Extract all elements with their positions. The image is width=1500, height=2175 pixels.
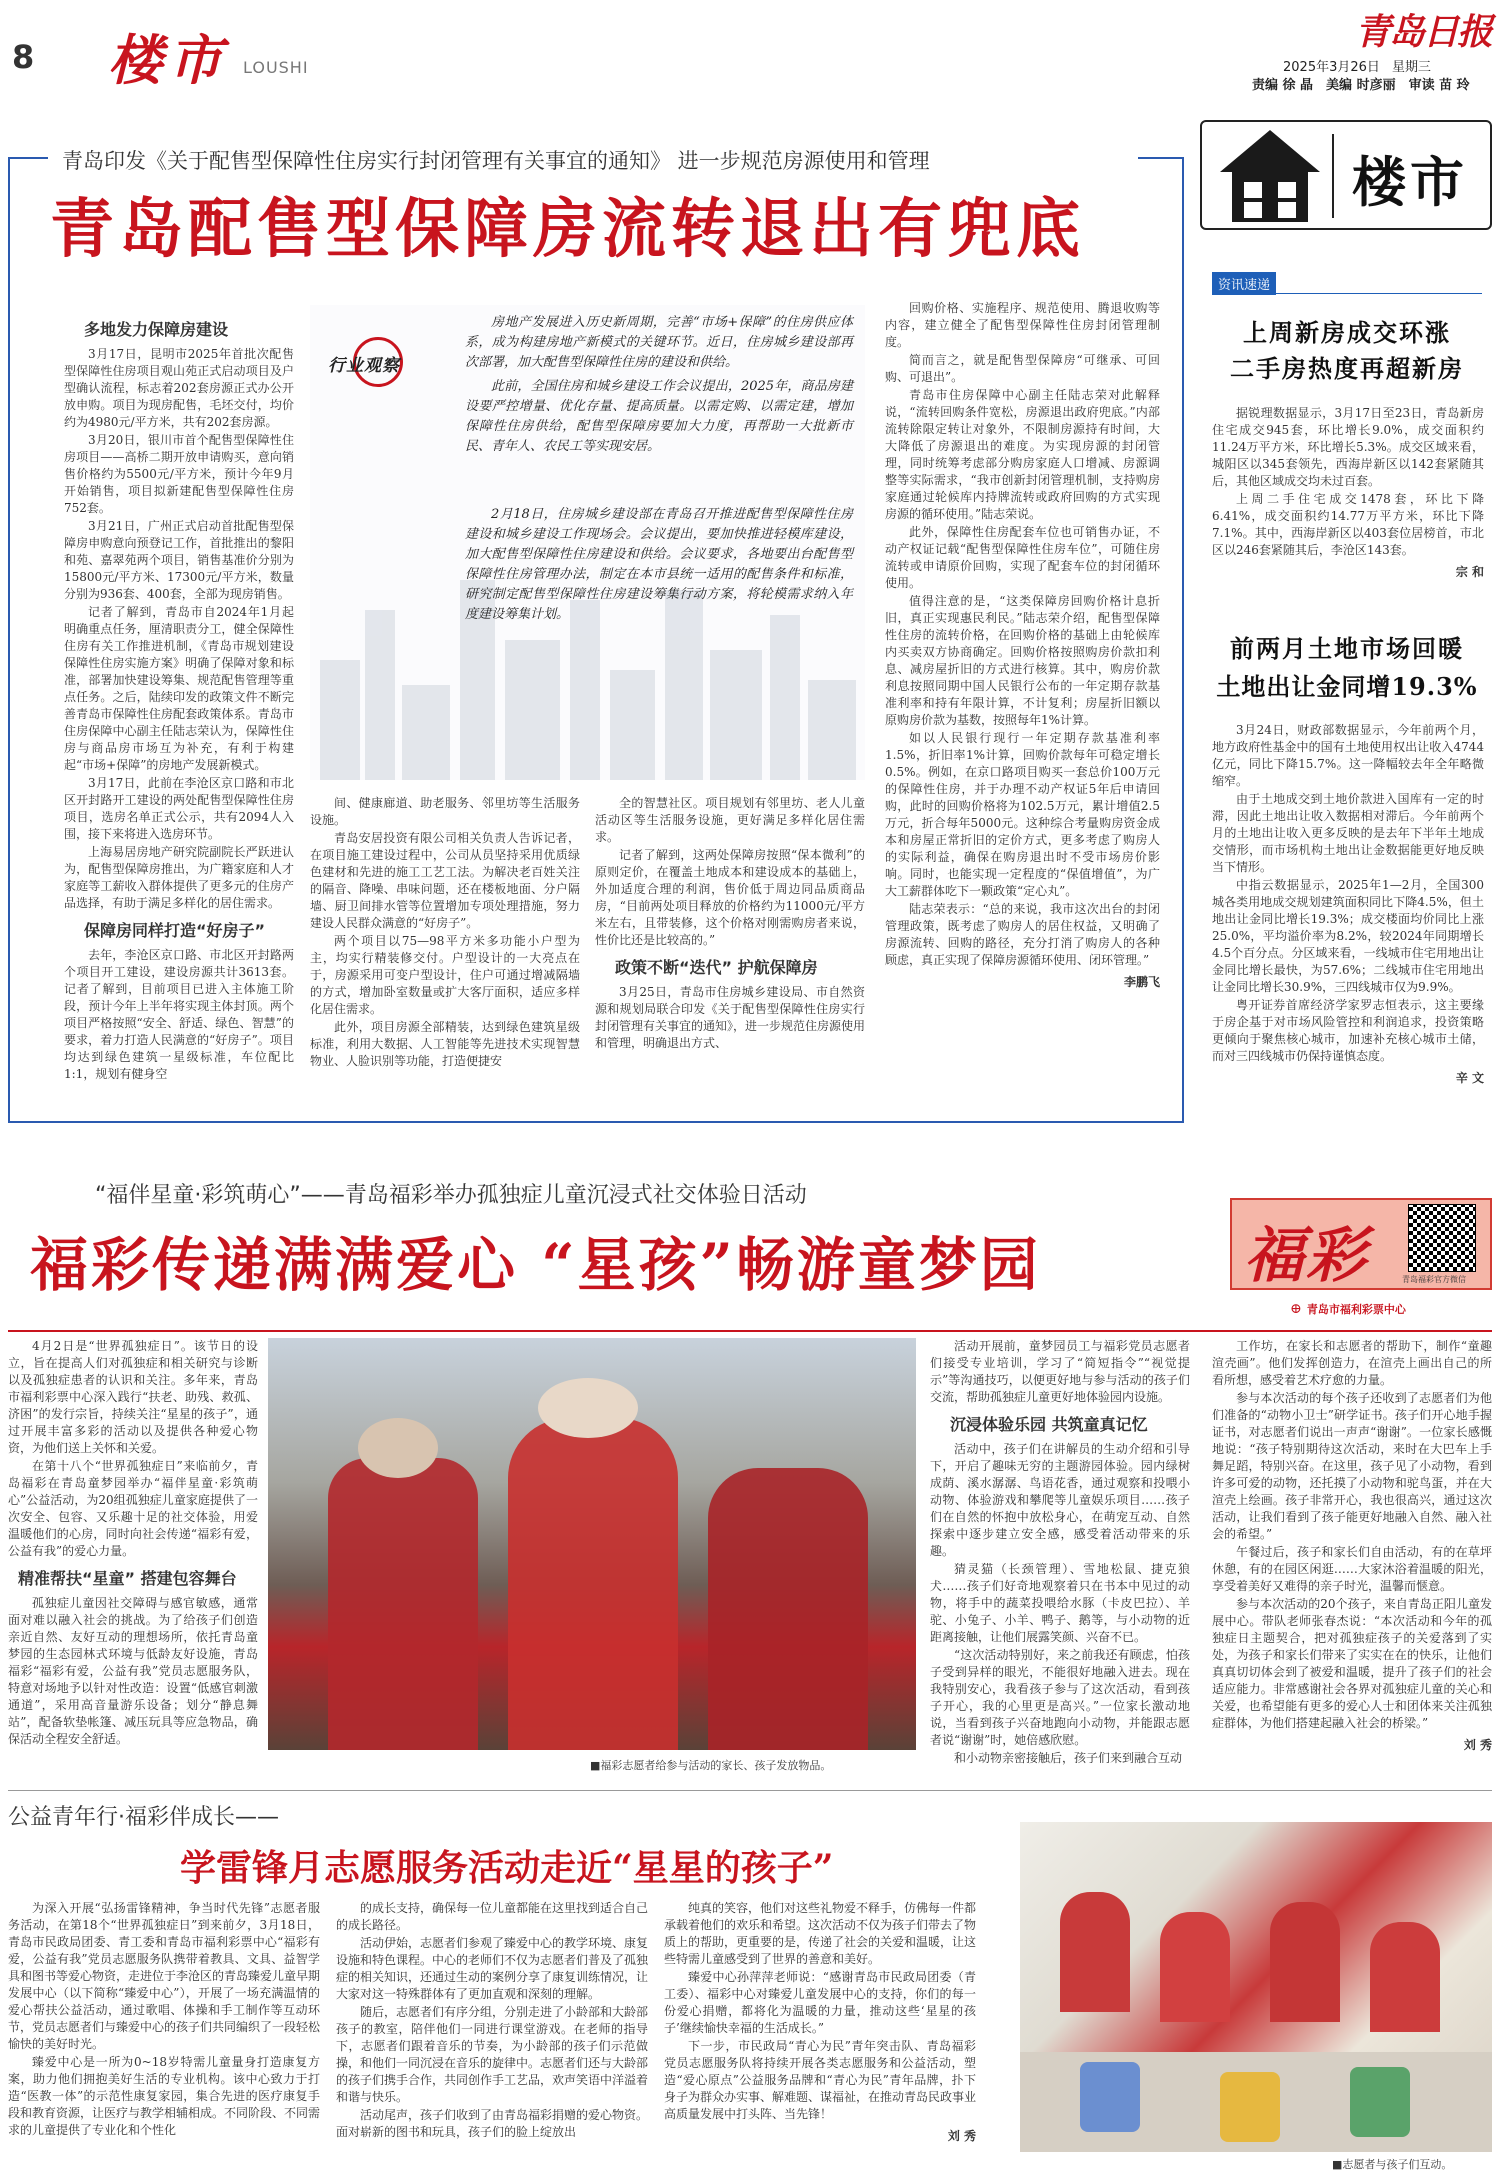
item2-byline: 辛 文 <box>1455 1071 1484 1085</box>
lottery-center-mark <box>1290 1298 1406 1317</box>
section-title-en: LOUSHI <box>243 58 309 77</box>
section-title: 楼市 <box>108 28 228 92</box>
subhead-more-places: 多地发力保障房建设 <box>84 320 229 339</box>
volunteer-c1-p2: 臻爱中心是一所为0~18岁特需儿童量身打造康复方案，助力他们拥抱美好生活的专业机构。该中心致力于打造“医教一体”的示范性康复家园，集合先进的医疗康复手段和教育资源，让医疗与教学相辅相成。不同阶段、不同需求的儿童提供了专业化和个性化 <box>8 2055 320 2137</box>
sidebar-divider <box>1332 134 1334 218</box>
logo-text: 福彩 <box>1244 1221 1368 1291</box>
lead-frame-top-left <box>8 157 48 159</box>
volunteer-column-3 <box>664 1900 976 2170</box>
item2-title-line2: 土地出让金同增19.3% <box>1216 672 1478 701</box>
volunteer-c2-p2: 活动伊始，志愿者们参观了臻爱中心的教学环境、康复设施和特色课程。中心的老师们不仅为志愿者们普及了孤独症的相关知识，还通过生动的案例分享了康复训练情况，让大家对这一特殊群体有了更加直观和深刻的理解。 <box>336 1936 648 2001</box>
weekday-text: 星期三 <box>1392 60 1432 75</box>
lottery-kicker: “福伴星童·彩筑萌心”——青岛福彩举办孤独症儿童沉浸式社交体验日活动 <box>95 1183 807 1208</box>
item2-title-line1: 前两月土地市场回暖 <box>1230 634 1464 663</box>
editor-credits: 责编 徐 晶 美编 时彦丽 审读 苗 玲 <box>1252 78 1470 93</box>
lottery-c1-p3: 孤独症儿童因社交障碍与感官敏感，通常面对难以融入社会的挑战。为了给孩子们创造亲近自然、友好互动的理想场所，依托青岛童梦园的生态园林式环境与低龄友好设施，青岛福彩“福彩有爱，公益有我”党员志愿服务队，特意对场地予以针对性改造：设置“低感官刺激通道”，采用高音量游乐设备；划分“静息舞站”，配备软垫帐篷、减压玩具等应急物品，确保活动全程安全舒适。 <box>8 1596 258 1746</box>
lead-c4-p7: 陆志荣表示：“总的来说，我市这次出台的封闭管理政策，既考虑了购房人的居住权益，又明确了房源流转、回购的路径，充分打消了购房人的各种顾虑，真正实现了保障房源循环使用、闭环管理。” <box>885 902 1160 967</box>
lottery-column-1 <box>8 1338 258 1763</box>
item2-p4: 粤开证券首席经济学家罗志恒表示，这主要缘于房企基于对市场风险管控和利润追求，投资策略更倾向于聚焦核心城市，加速补充核心城市土储，而对三四线城市仍保持谨慎态度。 <box>1212 998 1484 1063</box>
volunteer-c2-p4: 活动尾声，孩子们收到了由青岛福彩捐赠的爱心物资。面对崭新的图书和玩具，孩子们的脸上绽放出 <box>336 2108 648 2139</box>
lead-c1-p5: 3月17日，此前在李沧区京口路和市北区开封路开工建设的两处配售型保障性住房项目，选房名单正式公示，共有2094人入围，接下来将进入选房环节。 <box>64 776 294 841</box>
commentary-p1: 房地产发展进入历史新周期，完善“市场+保障”的住房供应体系，成为构建房地产新模式的关键环节。近日，住房城乡建设部再次部署，加大配售型保障性住房的建设和供给。 <box>465 315 853 370</box>
lottery-column-3 <box>930 1338 1190 1778</box>
lottery-c4-p2: 参与本次活动的每个孩子还收到了志愿者们为他们准备的“动物小卫士”研学证书。孩子们开心地手握证书，对志愿者们说出一声声“谢谢”。一位家长感慨地说：“孩子特别期待这次活动，来时在大巴车上手舞足蹈，特别兴奋。在这里，孩子见了小动物，看到许多可爱的动物，还托摸了小动物和驼鸟蛋，并在大渲壳上绘画。孩子非常开心，我也很高兴，通过这次活动，让我们看到了孩子能更好地融入自然、融入社会的希望。” <box>1212 1391 1492 1541</box>
lead-c2-p3: 两个项目以75—98平方米多功能小户型为主，均实行精装修交付。户型设计的一大亮点在于，房源采用可变户型设计，住户可通过增减隔墙的方式，增加卧室数量或扩大客厅面积，适应多样化居住需求。 <box>310 934 580 1016</box>
item1-p2: 上周二手住宅成交1478套，环比下降6.41%，成交面积约14.77万平方米，环比下降7.1%。其中，西海岸新区以403套位居榜首，市北区以246套紧随其后，李沧区143套。 <box>1212 492 1484 557</box>
sidebar-section-label: 楼市 <box>1352 150 1468 214</box>
volunteer-c2-p3: 随后，志愿者们有序分组，分别走进了小龄部和大龄部孩子的教室，陪伴他们一同进行课堂游戏。在老师的指导下，志愿者们跟着音乐的节奏，为小龄部的孩子们示范做操，和他们一同沉浸在音乐的旋律中。志愿者们还与大龄部的孩子们携手合作，共同创作手工艺品，欢声笑语中洋溢着和谐与快乐。 <box>336 2005 648 2104</box>
lead-kicker: 青岛印发《关于配售型保障性住房实行封闭管理有关事宜的通知》 进一步规范房源使用和管理 <box>62 149 930 173</box>
commentary-badge <box>328 335 413 395</box>
sidebar-item2-body <box>1212 722 1484 1117</box>
volunteer-byline: 刘 秀 <box>947 2129 976 2143</box>
lottery-photo-caption: ■福彩志愿者给参与活动的家长、孩子发放物品。 <box>590 1759 832 1772</box>
page-header <box>0 0 1500 95</box>
welfare-lottery-logo <box>1230 1198 1492 1320</box>
item1-title-line1: 上周新房成交环涨 <box>1243 318 1451 347</box>
lead-column-1 <box>64 315 294 1105</box>
lead-c4-p3: 青岛市住房保障中心副主任陆志荣对此解释说，“流转回购条件宽松，房源退出政府兜底。”内部流转除限定转让对象外，不限制房源持有时间，大大降低了房源退出的难度。为实现房源的封闭管理，同时统筹考虑部分购房家庭人口增减、房源调整等实际需求，“我市创新封闭管理机制，支持购房家庭通过轮候库内持牌流转或政府回购的方式实现房源的循环使用。”陆志荣说。 <box>885 388 1160 521</box>
volunteer-c3-p3: 下一步，市民政局“青心为民”青年突击队、青岛福彩党员志愿服务队将持续开展各类志愿服务和公益活动，塑造“爱心原点”公益服务品牌和“青心为民”青年品牌，扑下身子为群众办实事、解难题、谋福祉，在推动青岛民政事业高质量发展中打头阵、当先锋！ <box>664 2039 976 2121</box>
lead-c1-p4: 记者了解到，青岛市自2024年1月起明确重点任务，厘清职责分工，健全保障性住房有关工作推进机制，《青岛市规划建设保障性住房实施方案》明确了保障对象和标准，部署加快建设筹集、规范配售管理等重点任务。之后，陆续印发的政策文件不断完善青岛市保障性住房配套政策体系。青岛市住房保障中心副主任陆志荣认为，保障性住房与商品房市场互为补充，有利于构建起“市场+保障”的房地产发展新模式。 <box>64 605 294 772</box>
lead-c1-p7: 去年，李沧区京口路、市北区开封路两个项目开工建设，建设房源共计3613套。记者了解到，目前项目已进入主体施工阶段，预计今年上半年将实现主体封顶。两个项目严格按照“安全、舒适、绿色、智慧”的要求，着力打造人民满意的“好房子”。项目均达到绿色建筑一星级标准，车位配比1:1，规划有健身空 <box>64 948 294 1081</box>
sidebar-banner <box>1200 120 1492 230</box>
page-number: 8 <box>12 38 35 76</box>
tag-rule <box>1212 293 1482 294</box>
lead-c4-p2: 简而言之，就是配售型保障房“可继承、可回购、可退出”。 <box>885 353 1160 384</box>
lead-c4-p4: 此外，保障性住房配套车位也可销售办证，不动产权证记载“配售型保障性住房车位”，可随住房流转或申请原价回购，实现了配套车位的封闭循环使用。 <box>885 525 1160 590</box>
lottery-c4-p1: 工作坊，在家长和志愿者的帮助下，制作“童趣渲壳画”。他们发挥创造力，在渲壳上画出自己的所看所想，感受着艺术疗愈的力量。 <box>1212 1339 1492 1387</box>
item2-p1: 3月24日，财政部数据显示，今年前两个月，地方政府性基金中的国有土地使用权出让收入4744亿元，同比下降15.7%。这一降幅较去年全年略微缩窄。 <box>1212 723 1484 788</box>
lead-column-2 <box>310 795 580 1105</box>
lottery-c3-p2: 活动中，孩子们在讲解员的生动介绍和引导下，开启了趣味无穷的主题游园体验。园内绿树成荫、溪水潺潺、鸟语花香，通过观察和投喂小动物、体验游戏和攀爬等儿童娱乐项目……孩子们在自然的怀抱中放松身心，在萌宠互动、自然探索中逐步建立安全感，感受着活动带来的乐趣。 <box>930 1442 1190 1558</box>
sidebar-item2-title <box>1212 630 1482 706</box>
item1-title-line2: 二手房热度再超新房 <box>1230 354 1464 383</box>
lottery-c4-p3: 午餐过后，孩子和家长们自由活动，有的在草坪休憩，有的在园区闲逛……大家沐浴着温暖的阳光，享受着美好又难得的亲子时光，温馨而惬意。 <box>1212 1545 1492 1593</box>
lead-c1-p2: 3月20日，银川市首个配售型保障性住房项目——高桥二期开放申请购买，意向销售价格约为5500元/平方米，预计今年9月开始销售，项目拟新建配售型保障性住房752套。 <box>64 433 294 515</box>
volunteer-column-1 <box>8 1900 320 2170</box>
lead-c1-p6: 上海易居房地产研究院副院长严跃进认为，配售型保障房推出，为广籍家庭和人才家庭等工薪收入群体提供了更多元的住房产品选择，有助于满足多样化的居住需求。 <box>64 845 294 910</box>
lead-c2-p4: 此外，项目房源全部精装，达到绿色建筑星级标准，利用大数据、人工智能等先进技术实现智慧物业、人脸识别等功能，打造便捷安 <box>310 1020 580 1068</box>
lead-c1-p3: 3月21日，广州正式启动首批配售型保障房申购意向预登记工作，首批推出的黎阳和苑、嘉翠苑两个项目，销售基准价分别为15800元/平方米、17300元/平方米，数量分别为936套、400套，全部为现房销售。 <box>64 519 294 601</box>
item2-p3: 中指云数据显示，2025年1—2月，全国300城各类用地成交规划建筑面积同比下降4.5%，但土地出让金同比增长19.3%；成交楼面均价同比上涨25.0%，平均溢价率为8.2%，较2024年同期增长4.5个百分点。分区域来看，一线城市住宅用地出让金同比增长最快，为57.6%；二线城市住宅用地出让金同比增长30.9%，三四线城市仅为9.9%。 <box>1212 878 1484 994</box>
lead-c3-p3: 3月25日，青岛市住房城乡建设局、市自然资源和规划局联合印发《关于配售型保障性住房实行封闭管理有关事宜的通知》，进一步规范住房源使用和管理，明确退出方式、 <box>595 985 865 1050</box>
subhead-good-house: 保障房同样打造“好房子” <box>84 921 266 940</box>
lead-c3-p1: 全的智慧社区。项目规划有邻里坊、老人儿童活动区等生活服务设施，更好满足多样化居住需求。 <box>595 796 865 844</box>
sidebar-item1-title <box>1212 315 1482 387</box>
lead-c4-p6: 如以人民银行现行一年定期存款基准利率1.5%，折旧率1%计算，回购价款每年可稳定增长0.5%。例如，在京口路项目购买一套总价100万元的保障性住房，并于办理不动产权证5年后申请回购，此时的回购价格将为102.5万元，累计增值2.5万元，折合每年5000元。这种综合考量购房资金成本和房屋正常折旧的定价方式，更多考虑了购房人的实际利益，确保在购房退出时不受市场房价影响。同时，也能实现一定程度的“保值增值”，为广大工薪群体吃下一颗政策“定心丸”。 <box>885 731 1160 898</box>
industry-commentary-box <box>310 305 865 780</box>
lottery-mark-icon: ⊕ <box>1290 1301 1302 1317</box>
item1-byline: 宗 和 <box>1455 565 1484 579</box>
date-text: 2025年3月26日 <box>1283 60 1380 75</box>
news-flash-tag: 资讯速递 <box>1212 272 1276 295</box>
lead-byline: 李鹏飞 <box>1123 975 1160 989</box>
house-icon <box>1220 130 1320 222</box>
lead-c2-p2: 青岛安居投资有限公司相关负责人告诉记者，在项目施工建设过程中，公司从员坚持采用优质绿色建材和先进的施工工艺工法。为解决老百姓关注的隔音、降噪、串味问题，还在楼板地面、分户隔墙、厨卫间排水管等位置增加专项处理措施，努力建设人民群众满意的“好房子”。 <box>310 831 580 930</box>
subhead-precise-help: 精准帮扶“星童” 搭建包容舞台 <box>18 1569 237 1588</box>
lead-c3-p2: 记者了解到，这两处保障房按照“保本微利”的原则定价，在覆盖土地成本和建设成本的基础上，外加适度合理的利润，售价低于周边同品质商品房，“目前两处项目释放的价格约为11000元/平方米左右，且带装修，这个价格对刚需购房者来说，性价比还是比较高的。” <box>595 848 865 947</box>
lottery-c4-p4: 参与本次活动的20个孩子，来自青岛正阳儿童发展中心。带队老师张春杰说：“本次活动和今年的孤独症日主题契合，把对孤独症孩子的关爱落到了实处，为孩子和家长们带来了实实在在的快乐，让他们真真切切体会到了被爱和温暖，提升了孩子们的社会适应能力。非常感谢社会各界对孤独症儿童的关心和关爱，也希望能有更多的爱心人士和团体来关注孤独症群体，为他们搭建起融入社会的桥梁。” <box>1212 1597 1492 1730</box>
lottery-photo <box>268 1338 916 1750</box>
volunteer-headline: 学雷锋月志愿服务活动走近“星星的孩子” <box>180 1847 834 1889</box>
commentary-p2: 此前，全国住房和城乡建设工作会议提出，2025年，商品房建设要严控增量、优化存量、提高质量。以需定购、以需定建，增加保障性住房供给，配售型保障房要加大力度，再帮助一大批新市民、青年人、农民工等实现安居。 <box>465 379 853 454</box>
subhead-policy-iteration: 政策不断“迭代” 护航保障房 <box>615 958 818 977</box>
commentary-text-wide <box>465 505 853 626</box>
sidebar <box>1200 120 1492 1120</box>
volunteer-column-2 <box>336 1900 648 2170</box>
lottery-byline: 刘 秀 <box>1463 1738 1492 1752</box>
issue-date <box>1283 56 1431 75</box>
lottery-c3-p1: 活动开展前，童梦园员工与福彩党员志愿者们接受专业培训，学习了“简短指令”“视觉提示”等沟通技巧，以便更好地与参与活动的孩子们交流，帮助孤独症儿童更好地体验园内设施。 <box>930 1339 1190 1404</box>
lead-frame-top-right <box>1138 157 1184 159</box>
lottery-c3-p4: “这次活动特别好，来之前我还有顾虑，怕孩子受到异样的眼光，不能很好地融入进去。现在我特别安心，我看孩子参与了这次活动，看到孩子开心，我的心里更是高兴。”一位家长激动地说，当看到孩子兴奋地跑向小动物，并能跟志愿者说“谢谢”时，她倍感欣慰。 <box>930 1648 1190 1747</box>
lottery-headline: 福彩传递满满爱心 “星孩”畅游童梦园 <box>30 1231 1041 1299</box>
lead-c2-p1: 间、健康廊道、助老服务、邻里坊等生活服务设施。 <box>310 796 580 827</box>
lottery-c1-p2: 在第十八个“世界孤独症日”来临前夕，青岛福彩在青岛童梦园举办“福伴星童·彩筑萌心”公益活动，为20组孤独症儿童家庭提供了一次安全、包容、又乐趣十足的社交体验，用爱温暖他们的心房，同时向社会传递“福彩有爱，公益有我”的爱心力量。 <box>8 1459 258 1558</box>
lottery-column-4 <box>1212 1338 1492 1778</box>
volunteer-c2-p1: 的成长支持，确保每一位儿童都能在这里找到适合自己的成长路径。 <box>336 1901 648 1932</box>
lead-c4-p5: 值得注意的是，“这类保障房回购价格计息折旧，真正实现惠民利民。”陆志荣介绍，配售型保障性住房的流转价格，在回购价格的基础上由轮候库内买卖双方协商确定。回购价格按照购房价款扣利息、减房屋折旧的方式进行核算。其中，购房价款利息按照同期中国人民银行公布的一年定期存款基准利率和持有年限计算，不计复利；房屋折旧额以原购房价款为基数，按照每年1%计算。 <box>885 594 1160 727</box>
qr-code <box>1408 1204 1476 1272</box>
subhead-immersive: 沉浸体验乐园 共筑童真记忆 <box>950 1415 1148 1434</box>
commentary-badge-label: 行业观察 <box>328 356 400 376</box>
item1-p1: 据锐理数据显示，3月17日至23日，青岛新房住宅成交945套，环比增长9.0%，成交面积约11.24万平方米，环比增长5.3%。成交区域来看，城阳区以345套领先，西海岸新区以142套紧随其后，其他区域成交均未过百套。 <box>1212 406 1484 488</box>
qr-caption: 青岛福彩官方微信 <box>1402 1275 1466 1284</box>
lottery-c1-p1: 4月2日是“世界孤独症日”。该节日的设立，旨在提高人们对孤独症和相关研究与诊断以及孤独症患者的认识和关注。多年来，青岛市福利彩票中心深入践行“扶老、助残、救孤、济困”的发行宗旨，持续关注“星星的孩子”，通过开展丰富多彩的活动以及提供各种爱心物资，为他们送上关怀和关爱。 <box>8 1339 258 1455</box>
lead-column-3 <box>595 795 865 1105</box>
lottery-center-name: 青岛市福利彩票中心 <box>1306 1303 1406 1316</box>
commentary-p3: 2月18日，住房城乡建设部在青岛召开推进配售型保障性住房建设和城乡建设工作现场会。会议提出，要加快推进轻模库建设，加大配售型保障性住房建设和供给。会议要求，各地要出台配售型保障性住房管理办法，制定在本市县统一适用的配售条件和标准，研究制定配售型保障性住房建设筹集行动方案，将轮模需求纳入年度建设筹集计划。 <box>465 507 853 622</box>
volunteer-c3-p2: 臻爱中心孙萍萍老师说：“感谢青岛市民政局团委（青工委）、福彩中心对臻爱儿童发展中心的支持，你们的每一份爱心捐赠，都将化为温暖的力量，推动这些‘星星的孩子’继续愉快幸福的生活成长。” <box>664 1970 976 2035</box>
lead-c1-p1: 3月17日，昆明市2025年首批次配售型保障性住房项目观山苑正式启动项目及户型确认流程，标志着202套房源正式办公开放申购。项目为现房配售，毛坯交付，均价约为4980元/平方米，共有202套房源。 <box>64 347 294 429</box>
lead-column-4 <box>885 300 1160 1108</box>
lottery-c3-p3: 猜灵猫（长颈管理）、雪地松鼠、捷克狼犬……孩子们好奇地观察着只在书本中见过的动物，将手中的蔬菜投喂给水豚（卡皮巴拉）、羊驼、小兔子、小羊、鸭子、鹅等，与小动物的近距离接触，让他们展露笑颜、兴奋不已。 <box>930 1562 1190 1644</box>
lead-headline: 青岛配售型保障房流转退出有兜底 <box>50 192 1085 267</box>
volunteer-rule <box>8 1790 1492 1791</box>
volunteer-kicker: 公益青年行·福彩伴成长—— <box>8 1805 279 1830</box>
lottery-rule <box>8 1330 1492 1332</box>
volunteer-c1-p1: 为深入开展“弘扬雷锋精神，争当时代先锋”志愿者服务活动，在第18个“世界孤独症日”到来前夕，3月18日，青岛市民政局团委、青工委和青岛市福利彩票中心“福彩有爱，公益有我”党员志愿服务队携带着教具、文具、益智学具和图书等爱心物资，走进位于李沧区的青岛臻爱儿童早期发展中心（以下简称“臻爱中心”），开展了一场充满温情的爱心帮扶公益活动，通过歌唱、体操和手工制作等互动环节，党员志愿者们与臻爱中心的孩子们共同编织了一段轻松愉快的美好时光。 <box>8 1901 320 2051</box>
commentary-text <box>465 313 853 458</box>
newspaper-logo: 青岛日报 <box>1355 11 1492 53</box>
volunteer-photo <box>1020 1822 1492 2152</box>
lottery-c3-p5: 和小动物亲密接触后，孩子们来到融合互动 <box>954 1751 1183 1765</box>
lead-c4-p1: 回购价格、实施程序、规范使用、腾退收购等内容，建立健全了配售型保障性住房封闭管理制度。 <box>885 301 1160 349</box>
volunteer-c3-p1: 纯真的笑容，他们对这些礼物爱不释手，仿佛每一件都承载着他们的欢乐和希望。这次活动不仅为孩子们带去了物质上的帮助，更重要的是，传递了社会的关爱和温暖，让这些特需儿童感受到了世界的善意和美好。 <box>664 1901 976 1966</box>
item2-p2: 由于土地成交到土地价款进入国库有一定的时滞，因此土地出让收入数据相对滞后。今年前两个月的土地出让收入更多反映的是去年下半年土地成交情形，而市场机构土地出让金数据能更好地反映当下情形。 <box>1212 792 1484 874</box>
volunteer-photo-caption: ■志愿者与孩子们互动。 <box>1332 2158 1453 2171</box>
